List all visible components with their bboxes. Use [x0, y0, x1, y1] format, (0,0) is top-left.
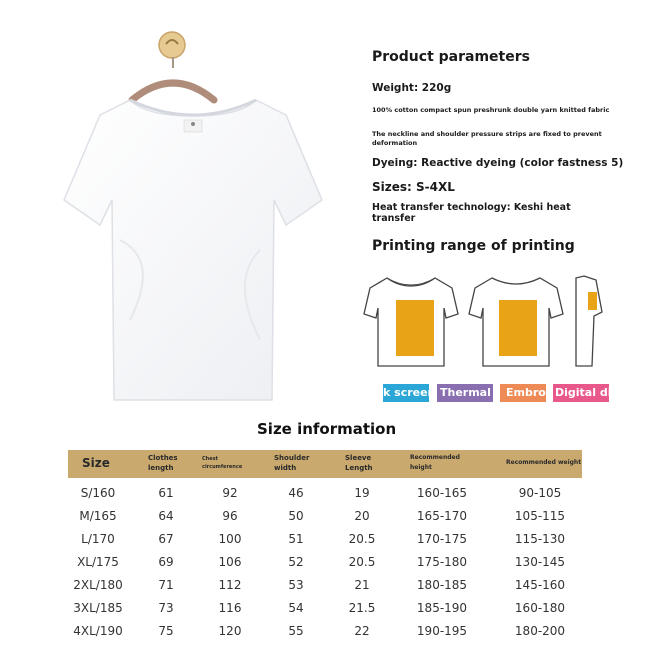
table-row [0, 578, 650, 600]
cell-weight: 180-200 [514, 624, 566, 638]
badge-embroidery [500, 384, 550, 402]
cell-size: 3XL/185 [73, 601, 123, 615]
cell-height: 175-180 [416, 555, 468, 569]
cell-weight: 145-160 [514, 578, 566, 592]
cell-chest: 96 [222, 509, 238, 523]
cell-chest: 116 [218, 601, 242, 615]
cell-sleeve: 20.5 [348, 532, 376, 546]
parameters-title: Product parameters [372, 49, 530, 65]
cell-height: 185-190 [416, 601, 468, 615]
size-info-title: Size information [257, 420, 397, 438]
table-row [0, 601, 650, 623]
print-area-sleeve [588, 292, 597, 310]
product-photo [60, 20, 330, 410]
cell-shoulder: 55 [288, 624, 304, 638]
table-row [0, 624, 650, 646]
header-clothes-length: Clothes length [148, 454, 178, 472]
cell-clothes-length: 73 [158, 601, 174, 615]
back-shirt-icon [469, 278, 563, 366]
badge-label: Digital dire [555, 386, 625, 399]
cell-chest: 100 [218, 532, 242, 546]
cell-size: 4XL/190 [73, 624, 123, 638]
cell-height: 170-175 [416, 532, 468, 546]
print-area-front [396, 300, 434, 356]
cell-chest: 106 [218, 555, 242, 569]
cell-sleeve: 21.5 [348, 601, 376, 615]
cell-shoulder: 52 [288, 555, 304, 569]
printing-range-diagram [362, 266, 612, 378]
header-shoulder: Shoulder width [274, 454, 310, 472]
cell-chest: 92 [222, 486, 238, 500]
cell-weight: 160-180 [514, 601, 566, 615]
cell-size: 2XL/180 [73, 578, 123, 592]
table-row [0, 555, 650, 577]
badge-label: Embroi [506, 386, 550, 399]
cell-clothes-length: 75 [158, 624, 174, 638]
cell-height: 180-185 [416, 578, 468, 592]
cell-size: M/165 [79, 509, 117, 523]
cell-clothes-length: 71 [158, 578, 174, 592]
fabric-text: 100% cotton compact spun preshrunk double yarn knitted fabric [372, 106, 610, 114]
cell-height: 165-170 [416, 509, 468, 523]
cell-size: S/160 [80, 486, 116, 500]
badge-label: Thermal [440, 386, 491, 399]
cell-size: L/170 [81, 532, 115, 546]
header-sleeve: Sleeve Length [345, 454, 373, 472]
cell-clothes-length: 61 [158, 486, 174, 500]
table-row [0, 486, 650, 508]
cell-size: XL/175 [77, 555, 119, 569]
size-table-header [68, 450, 582, 478]
weight-text: Weight: 220g [372, 82, 452, 94]
cell-sleeve: 20.5 [348, 555, 376, 569]
header-weight: Recommended weight [506, 459, 582, 466]
cell-chest: 112 [218, 578, 242, 592]
sizes-text: Sizes: S-4XL [372, 180, 455, 194]
cell-sleeve: 19 [354, 486, 370, 500]
badge-digital [553, 384, 625, 402]
cell-weight: 105-115 [514, 509, 566, 523]
cell-shoulder: 51 [288, 532, 304, 546]
dyeing-text: Dyeing: Reactive dyeing (color fastness 5) [372, 157, 624, 169]
print-area-back [499, 300, 537, 356]
front-shirt-icon [364, 278, 458, 366]
cell-shoulder: 54 [288, 601, 304, 615]
cell-clothes-length: 64 [158, 509, 174, 523]
header-chest: Chest circumference [202, 456, 243, 470]
cell-sleeve: 22 [354, 624, 370, 638]
cell-weight: 90-105 [518, 486, 562, 500]
cell-shoulder: 46 [288, 486, 304, 500]
cell-chest: 120 [218, 624, 242, 638]
badge-screen-print [383, 384, 436, 402]
cell-shoulder: 53 [288, 578, 304, 592]
badge-label: k screen [383, 386, 436, 399]
table-row [0, 532, 650, 554]
cell-weight: 115-130 [514, 532, 566, 546]
cell-height: 160-165 [416, 486, 468, 500]
side-shirt-icon [576, 276, 602, 366]
cell-sleeve: 21 [354, 578, 370, 592]
heat-transfer-text: Heat transfer technology: Keshi heat transfer [372, 202, 571, 224]
cell-weight: 130-145 [514, 555, 566, 569]
printing-title: Printing range of printing [372, 238, 575, 254]
table-row [0, 509, 650, 531]
cell-clothes-length: 69 [158, 555, 174, 569]
header-size: Size [82, 456, 110, 470]
header-height: Recommended height [410, 454, 460, 471]
neckline-text: The neckline and shoulder pressure strips are fixed to prevent deformation [372, 130, 602, 147]
cell-sleeve: 20 [354, 509, 370, 523]
cell-clothes-length: 67 [158, 532, 174, 546]
cell-shoulder: 50 [288, 509, 304, 523]
badge-thermal [437, 384, 493, 402]
cell-height: 190-195 [416, 624, 468, 638]
